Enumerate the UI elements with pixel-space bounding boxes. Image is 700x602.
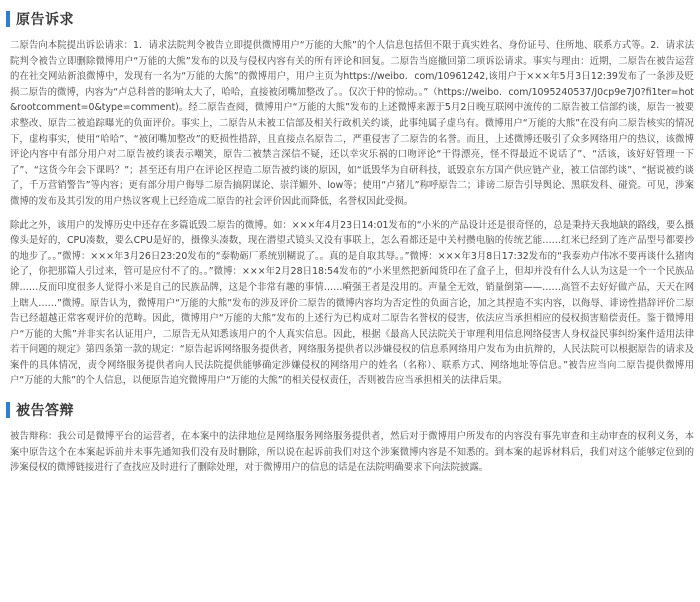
claims-paragraph-2: 除此之外，该用户的发博历史中还存在多篇诋毁二原告的微博。如：×××年4月23日14:01发布的“小米的产品设计还是很奇怪的，总是秉持天我地缺的路线，要么摄像头是好的，CPU凑数，要么CPU是好的，摄像头凑数，现在潜望式镜头又没有事联上，怎么看都还是中关村攒电脑的传统艺能……红米已经到了连产品型号都要抄的地步了。。”微博：×××年3月26日23:20发布的“泰勒砺厂系统别糊说了。。真的是自取其辱。。”微博：×××年3月8日17:32发布的“我泰劝卢伟冰不要再谈什么猪肉论了，你把那篇人引过来，管可是应付不了的。。”微博：×××年2月28日18:54发布的“小米里然把新闻货印在了盒子上，但却并没有什么人认为这是一个一个民族品牌……反而印度很多人觉得小米是自己的民族品牌，这是个非常有趣的事情……嗬强王者是没用的。声量全无效，销量倒第——……高管不去好好做产品，天天在网上瞎人……”微博。原告认为，微博用户“万能的大熊”发布的涉及评价二原告的微博内容均为否定性的负面言论，加之其捏造不实内容，以侮辱、诽谤性措辞评价二原告已经超越正常客观评价的范畴。因此，微博用户“万能的大熊”发布的上述行为已构成对二原告名誉权的侵害，依法应当承担相应的侵权损害赔偿责任。鉴于微博用户“万能的大熊”并非实名认证用户，二原告无从知悉该用户的个人真实信息。因此，根据《最高人民法院关于审理利用信息网络侵害人身权益民事纠纷案件适用法律若干问题的规定》第四条第一款的规定：“原告起诉网络服务提供者，网络服务提供者以涉嫌侵权的信息系网络用户发布为由抗辩的，人民法院可以根据原告的请求及案件的具体情况，责令网络服务提供者向人民法院提供能够确定涉嫌侵权的网络用户的姓名（名称）、联系方式、网络地址等信息。”被告应当向二原告提供微博用户“万能的大熊”的个人信息，以便原告追究微博用户“万能的大熊”的相关侵权责任，否则被告应当承担相关的法律后果。	[10, 219, 694, 387]
defense-heading-text: 被告答辩	[16, 403, 74, 420]
heading-accent-bar	[6, 11, 10, 27]
defense-heading	[6, 399, 694, 421]
claims-heading	[6, 8, 694, 30]
claims-paragraph-1: 二原告向本院提出诉讼请求：1．请求法院判令被告立即提供微博用户“万能的大熊”的个人信息包括但不限于真实姓名、身份证号、住所地、联系方式等。2．请求法院判令被告立即删除微博用户“万能的大熊”发布的以及与侵权内容有关的所有评论和回复。二原告当庭撤回第二项诉讼请求。事实与理由：近期，二原告在被告运营的在社交网站新浪微博中，发现有一名为“万能的大熊”的微博用户，用户主页为https://weibo．com/10961242,该用户于×××年5月3日12:39发布了一条涉及贬损二原告的微博，内容为“卢总科普的影响太大了，哈哈，直接被闭嘴加整改了。。仅次于仲的惊动。。”（https://weibo．com/1095240537/J0cp9e7J0?fi1ter=hot&rootcomment=0&type=comment)。经二原告查阅，微博用户“万能的大熊”发布的上述微博来源于5月2日晚互联网中流传的二原告被工信部约谈，原告一被要求整改、原告二被追踪曝光的负面评价。事实上，二原告从未被工信部及相关行政机关约谈，此事纯属子虚乌有。微博用户“万能的大熊”在没有向二原告核实的情况下，虚构事实，使用“哈哈”、“被闭嘴加整改”的贬损性措辞，且直接点名原告二，严重侵害了二原告的名誉。而且，上述微博还吸引了众多网络用户的热议，该微博评论内容中有部分用户对二原告被约谈表示嘲笑，原告二被禁言深信不疑，还以幸灾乐祸的口吻评论“干得漂亮，怪不得最近不说话了”、“活该，该好好管理一下了”、“这货今年会下课吗？”；甚至还有用户在评论区捏造二原告被约谈的原因，如“诋毁华为自研科技，诋毁京东方国产供应链产业，被工信部约谈”、“据说被约谈了，千万营销警告”等内容；更有部分用户侮辱二原告搞阴谋论、崇洋媚外、low等；使用“卢猪儿”称呼原告二；诽谤二原告引导舆论、黑联发科、碰瓷。可见，涉案微博的发布及其引发的用户热议客观上已经造成二原告的社会评价因此而降低，名誉权因此受损。	[10, 40, 694, 207]
claims-heading-text: 原告诉求	[16, 12, 74, 28]
defense-paragraph-1: 被告辩称：我公司是微博平台的运营者，在本案中的法律地位是网络服务网络服务提供者，然后对于微博用户所发布的内容没有事先审查和主动审查的权利义务，本案中原告这个在本案起诉前并未事先通知我们没有及时删除，所以说在起诉前我们对这个涉案微博内容是不知悉的。到本案的起诉材料后，我们对这个能够定位到的涉案侵权的微博链接进行了查找应及时进行了删除处理，对于微博用户的信息的话是在法院明确要求下向法院披露。	[10, 431, 694, 474]
defense-section	[6, 399, 694, 476]
heading-accent-bar	[6, 402, 10, 418]
claims-section	[6, 8, 694, 389]
